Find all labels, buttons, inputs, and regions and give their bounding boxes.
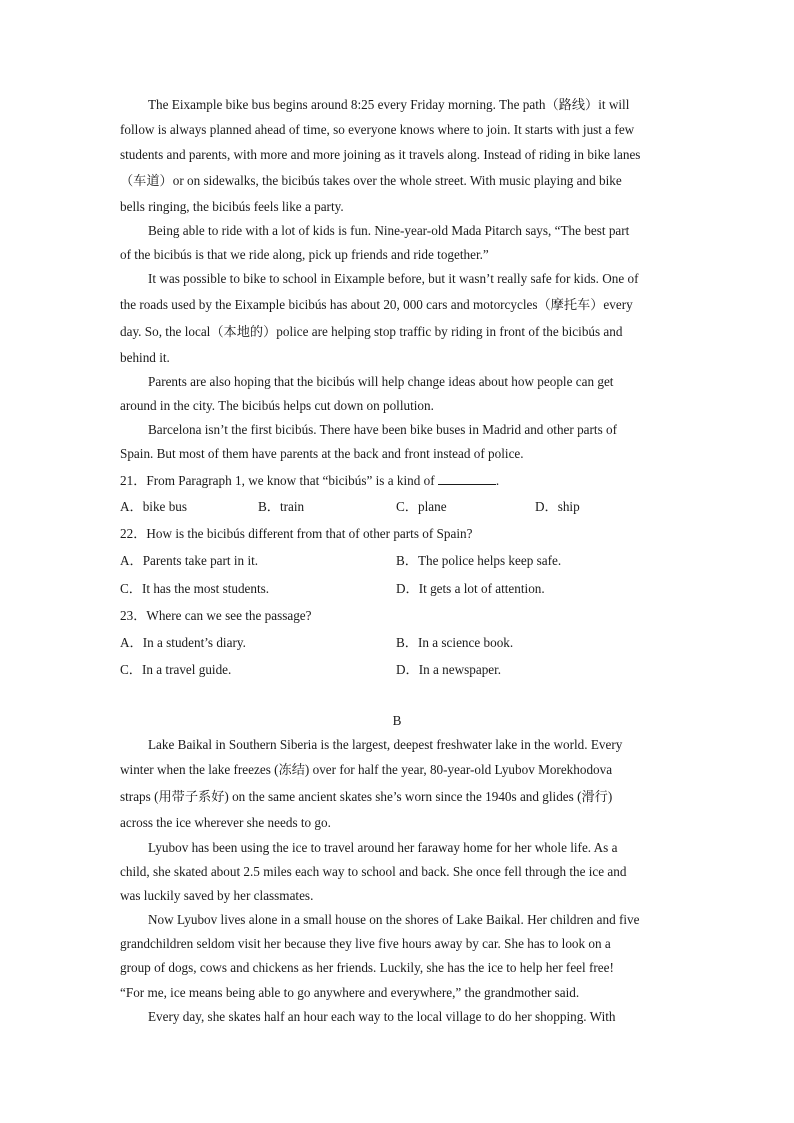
passage-a-line: Being able to ride with a lot of kids is fun. Nine-year-old Mada Pitarch says, “The best part bbox=[148, 223, 630, 238]
question-stem: 23．Where can we see the passage? bbox=[120, 608, 312, 623]
passage-b-line: Lyubov has been using the ice to travel around her faraway home for her whole life. As a bbox=[148, 840, 618, 855]
option-d: D．ship bbox=[535, 499, 580, 514]
question-stem-end: . bbox=[495, 473, 500, 488]
option-c: C．plane bbox=[396, 499, 447, 514]
passage-b-line: winter when the lake freezes (冻结) over for half the year, 80-year-old Lyubov Morekhodova bbox=[120, 762, 613, 777]
option-a: A．Parents take part in it. bbox=[120, 553, 259, 568]
passage-a-line: （车道）or on sidewalks, the bicibús takes over the whole street. With music playing and bike bbox=[120, 173, 622, 188]
section-b-heading: B bbox=[392, 713, 402, 728]
passage-a-line: The Eixample bike bus begins around 8:25 every Friday morning. The path（路线）it will bbox=[148, 97, 630, 112]
passage-b-line: Now Lyubov lives alone in a small house on the shores of Lake Baikal. Her children and five bbox=[148, 912, 640, 927]
passage-a-line: Barcelona isn’t the first bicibús. There have been bike buses in Madrid and other parts of bbox=[148, 422, 617, 437]
option-b: B．In a science book. bbox=[396, 635, 514, 650]
passage-b-line: across the ice wherever she needs to go. bbox=[120, 815, 331, 830]
passage-a-line: It was possible to bike to school in Eixample before, but it wasn’t really safe for kids. One of bbox=[148, 271, 639, 286]
passage-b-line: Every day, she skates half an hour each way to the local village to do her shopping. With bbox=[148, 1009, 616, 1024]
passage-b-line: grandchildren seldom visit her because they live five hours away by car. She has to look on a bbox=[120, 936, 611, 951]
question-stem bbox=[120, 472, 499, 489]
passage-a-line: students and parents, with more and more joining as it travels along. Instead of riding in bike lanes bbox=[120, 147, 641, 162]
option-d: D．It gets a lot of attention. bbox=[396, 581, 545, 596]
passage-a-line: around in the city. The bicibús helps cut down on pollution. bbox=[120, 398, 434, 413]
option-a: A．In a student’s diary. bbox=[120, 635, 246, 650]
passage-b-line: “For me, ice means being able to go anywhere and everywhere,” the grandmother said. bbox=[120, 985, 580, 1000]
question-stem: 22．How is the bicibús different from that of other parts of Spain? bbox=[120, 526, 473, 541]
passage-b-line: Lake Baikal in Southern Siberia is the largest, deepest freshwater lake in the world. Every bbox=[148, 737, 623, 752]
option-a: A．bike bus bbox=[120, 499, 188, 514]
option-b: B．The police helps keep safe. bbox=[396, 553, 562, 568]
passage-b-line: child, she skated about 2.5 miles each way to school and back. She once fell through the ice and bbox=[120, 864, 627, 879]
answer-blank bbox=[438, 472, 496, 485]
passage-a-line: the roads used by the Eixample bicibús has about 20, 000 cars and motorcycles（摩托车）every bbox=[120, 297, 633, 312]
passage-a-line: Spain. But most of them have parents at the back and front instead of police. bbox=[120, 446, 524, 461]
passage-a-line: Parents are also hoping that the bicibús will help change ideas about how people can get bbox=[148, 374, 614, 389]
passage-a-line: bells ringing, the bicibús feels like a party. bbox=[120, 199, 344, 214]
option-c: C．It has the most students. bbox=[120, 581, 270, 596]
passage-b-line: straps (用带子系好) on the same ancient skates she’s worn since the 1940s and glides (滑行) bbox=[120, 789, 613, 804]
passage-a-line: day. So, the local（本地的）police are helping stop traffic by riding in front of the bicibús and bbox=[120, 324, 623, 339]
option-c: C．In a travel guide. bbox=[120, 662, 232, 677]
passage-b-line: was luckily saved by her classmates. bbox=[120, 888, 314, 903]
passage-a-line: follow is always planned ahead of time, so everyone knows where to join. It starts with just a few bbox=[120, 122, 635, 137]
option-d: D．In a newspaper. bbox=[396, 662, 502, 677]
passage-a-line: behind it. bbox=[120, 350, 170, 365]
question-stem-text: 21．From Paragraph 1, we know that “bicibús” is a kind of bbox=[120, 473, 435, 488]
passage-b-line: group of dogs, cows and chickens as her friends. Luckily, she has the ice to help her feel free! bbox=[120, 960, 614, 975]
passage-a-line: of the bicibús is that we ride along, pick up friends and ride together.” bbox=[120, 247, 489, 262]
option-b: B．train bbox=[258, 499, 305, 514]
